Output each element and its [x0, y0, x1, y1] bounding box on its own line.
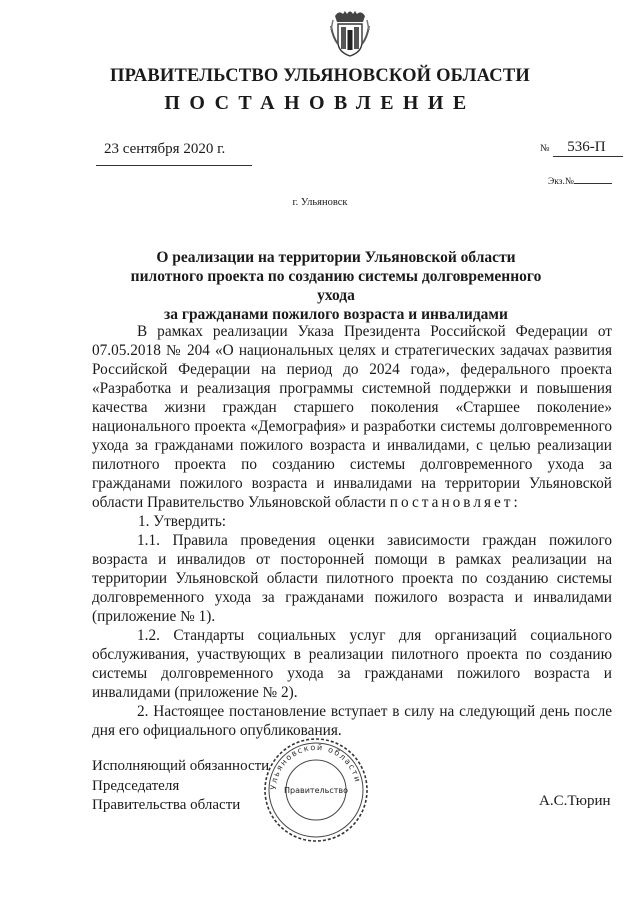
number-sign: № — [540, 143, 550, 154]
seal-ring-text: Ульяновской области — [268, 742, 363, 791]
item-1: 1. Утвердить: — [138, 513, 227, 530]
signatory-line: Исполняющий обязанности — [92, 758, 270, 774]
document-number-block — [540, 139, 623, 157]
item-1-1: 1.1. Правила проведения оценки зависимости граждан пожилого возраста и инвалидов от посторонней помощи в рамках реализации на территории Ульяновской области пилотного проекта по созданию системы долговременного ухода за гражданами пожилого возраста и инвалидами (приложение № 1). — [92, 532, 612, 625]
item-1-2: 1.2. Стандарты социальных услуг для организаций социального обслуживания, участвующих в реализации пилотного проекта по созданию системы долговременного ухода за гражданами пожилого возраста и инвалидами (приложение № 2). — [92, 627, 612, 701]
intro-text: В рамках реализации Указа Президента Российской Федерации от 07.05.2018 № 204 «О национальных целях и стратегических задачах развития Российской Федерации на период до 2024 года», федерального проекта «Разработка и реализация программы системной поддержки и повышения качества жизни граждан старшего поколения «Старшее поколение» национального проекта «Демография» и разработки системы долговременного ухода за гражданами пожилого возраста и инвалидами, с целью реализации пилотного проекта по созданию системы долговременного ухода за гражданами пожилого возраста и инвалидами на территории Ульяновской области Правительство Ульяновской области — [92, 323, 612, 511]
coat-of-arms-emblem-icon — [329, 8, 371, 58]
document-number: 536-П — [553, 139, 623, 157]
document-date: 23 сентября 2020 г. — [104, 141, 226, 157]
decree-word: постановляет: — [389, 494, 521, 511]
copy-number-line — [574, 183, 612, 184]
subject-line: О реализации на территории Ульяновской области — [156, 249, 516, 266]
subject-line: за гражданами пожилого возраста и инвалидами — [164, 306, 508, 323]
signatory-line: Правительства области — [92, 797, 241, 813]
signatory-line: Председателя — [92, 777, 180, 794]
date-underline — [96, 165, 252, 166]
city-name: г. Ульяновск — [292, 197, 348, 208]
intro-paragraph — [92, 322, 612, 512]
official-seal-stamp — [262, 736, 370, 844]
copy-number-block — [548, 177, 612, 187]
subject-line: пилотного проекта по созданию системы долговременного ухода — [130, 268, 542, 304]
signatory-name: А.С.Тюрин — [539, 793, 611, 809]
signatory-position — [92, 757, 269, 816]
document-type-title: ПОСТАНОВЛЕНИЕ — [164, 92, 476, 114]
government-name: ПРАВИТЕЛЬСТВО УЛЬЯНОВСКОЙ ОБЛАСТИ — [110, 66, 530, 86]
document-subject — [112, 248, 560, 324]
item-2: 2. Настоящее постановление вступает в силу на следующий день после дня его официального опубликования. — [92, 703, 612, 739]
copy-label: Экз.№ — [548, 177, 574, 187]
svg-text:Ульяновской области — [269, 743, 363, 790]
document-body — [92, 322, 612, 740]
seal-center-text: Правительство — [284, 786, 348, 795]
